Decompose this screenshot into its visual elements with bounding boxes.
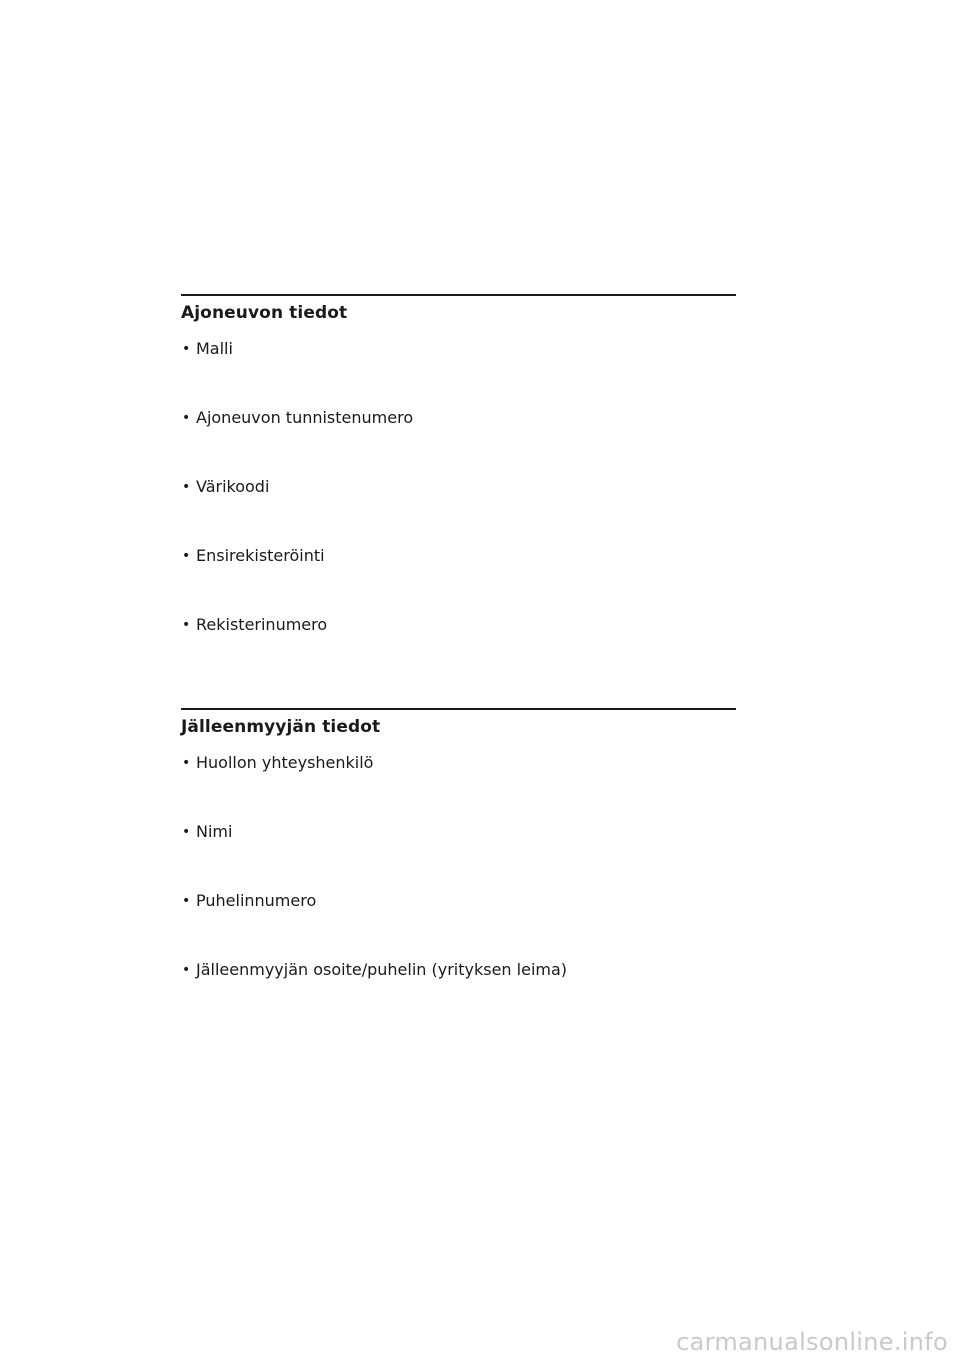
vehicle-info-section (181, 294, 736, 683)
bullet-icon: • (182, 755, 191, 771)
section-divider (181, 708, 736, 710)
list-item (181, 890, 736, 959)
item-label: Rekisterinumero (196, 615, 328, 634)
item-label: Huollon yhteyshenkilö (196, 753, 374, 772)
list-item (181, 959, 736, 1028)
item-label: Ajoneuvon tunnistenumero (196, 408, 414, 427)
dealer-info-heading: Jälleenmyyjän tiedot (181, 717, 381, 737)
dealer-info-list (181, 752, 736, 1028)
bullet-icon: • (182, 410, 191, 426)
dealer-info-section (181, 708, 736, 1028)
bullet-icon: • (182, 617, 191, 633)
list-item (181, 338, 736, 407)
list-item (181, 614, 736, 683)
item-label: Nimi (196, 822, 233, 841)
bullet-icon: • (182, 341, 191, 357)
item-label: Jälleenmyyjän osoite/puhelin (yrityksen leima) (196, 960, 568, 979)
list-item (181, 545, 736, 614)
bullet-icon: • (182, 893, 191, 909)
list-item (181, 407, 736, 476)
vehicle-info-heading: Ajoneuvon tiedot (181, 303, 348, 323)
list-item (181, 752, 736, 821)
item-label: Värikoodi (196, 477, 270, 496)
list-item (181, 476, 736, 545)
bullet-icon: • (182, 824, 191, 840)
bullet-icon: • (182, 479, 191, 495)
list-item (181, 821, 736, 890)
section-divider (181, 294, 736, 296)
bullet-icon: • (182, 962, 191, 978)
watermark: carmanualsonline.info (676, 1328, 948, 1356)
bullet-icon: • (182, 548, 191, 564)
item-label: Ensirekisteröinti (196, 546, 325, 565)
item-label: Malli (196, 339, 233, 358)
vehicle-info-list (181, 338, 736, 683)
item-label: Puhelinnumero (196, 891, 317, 910)
